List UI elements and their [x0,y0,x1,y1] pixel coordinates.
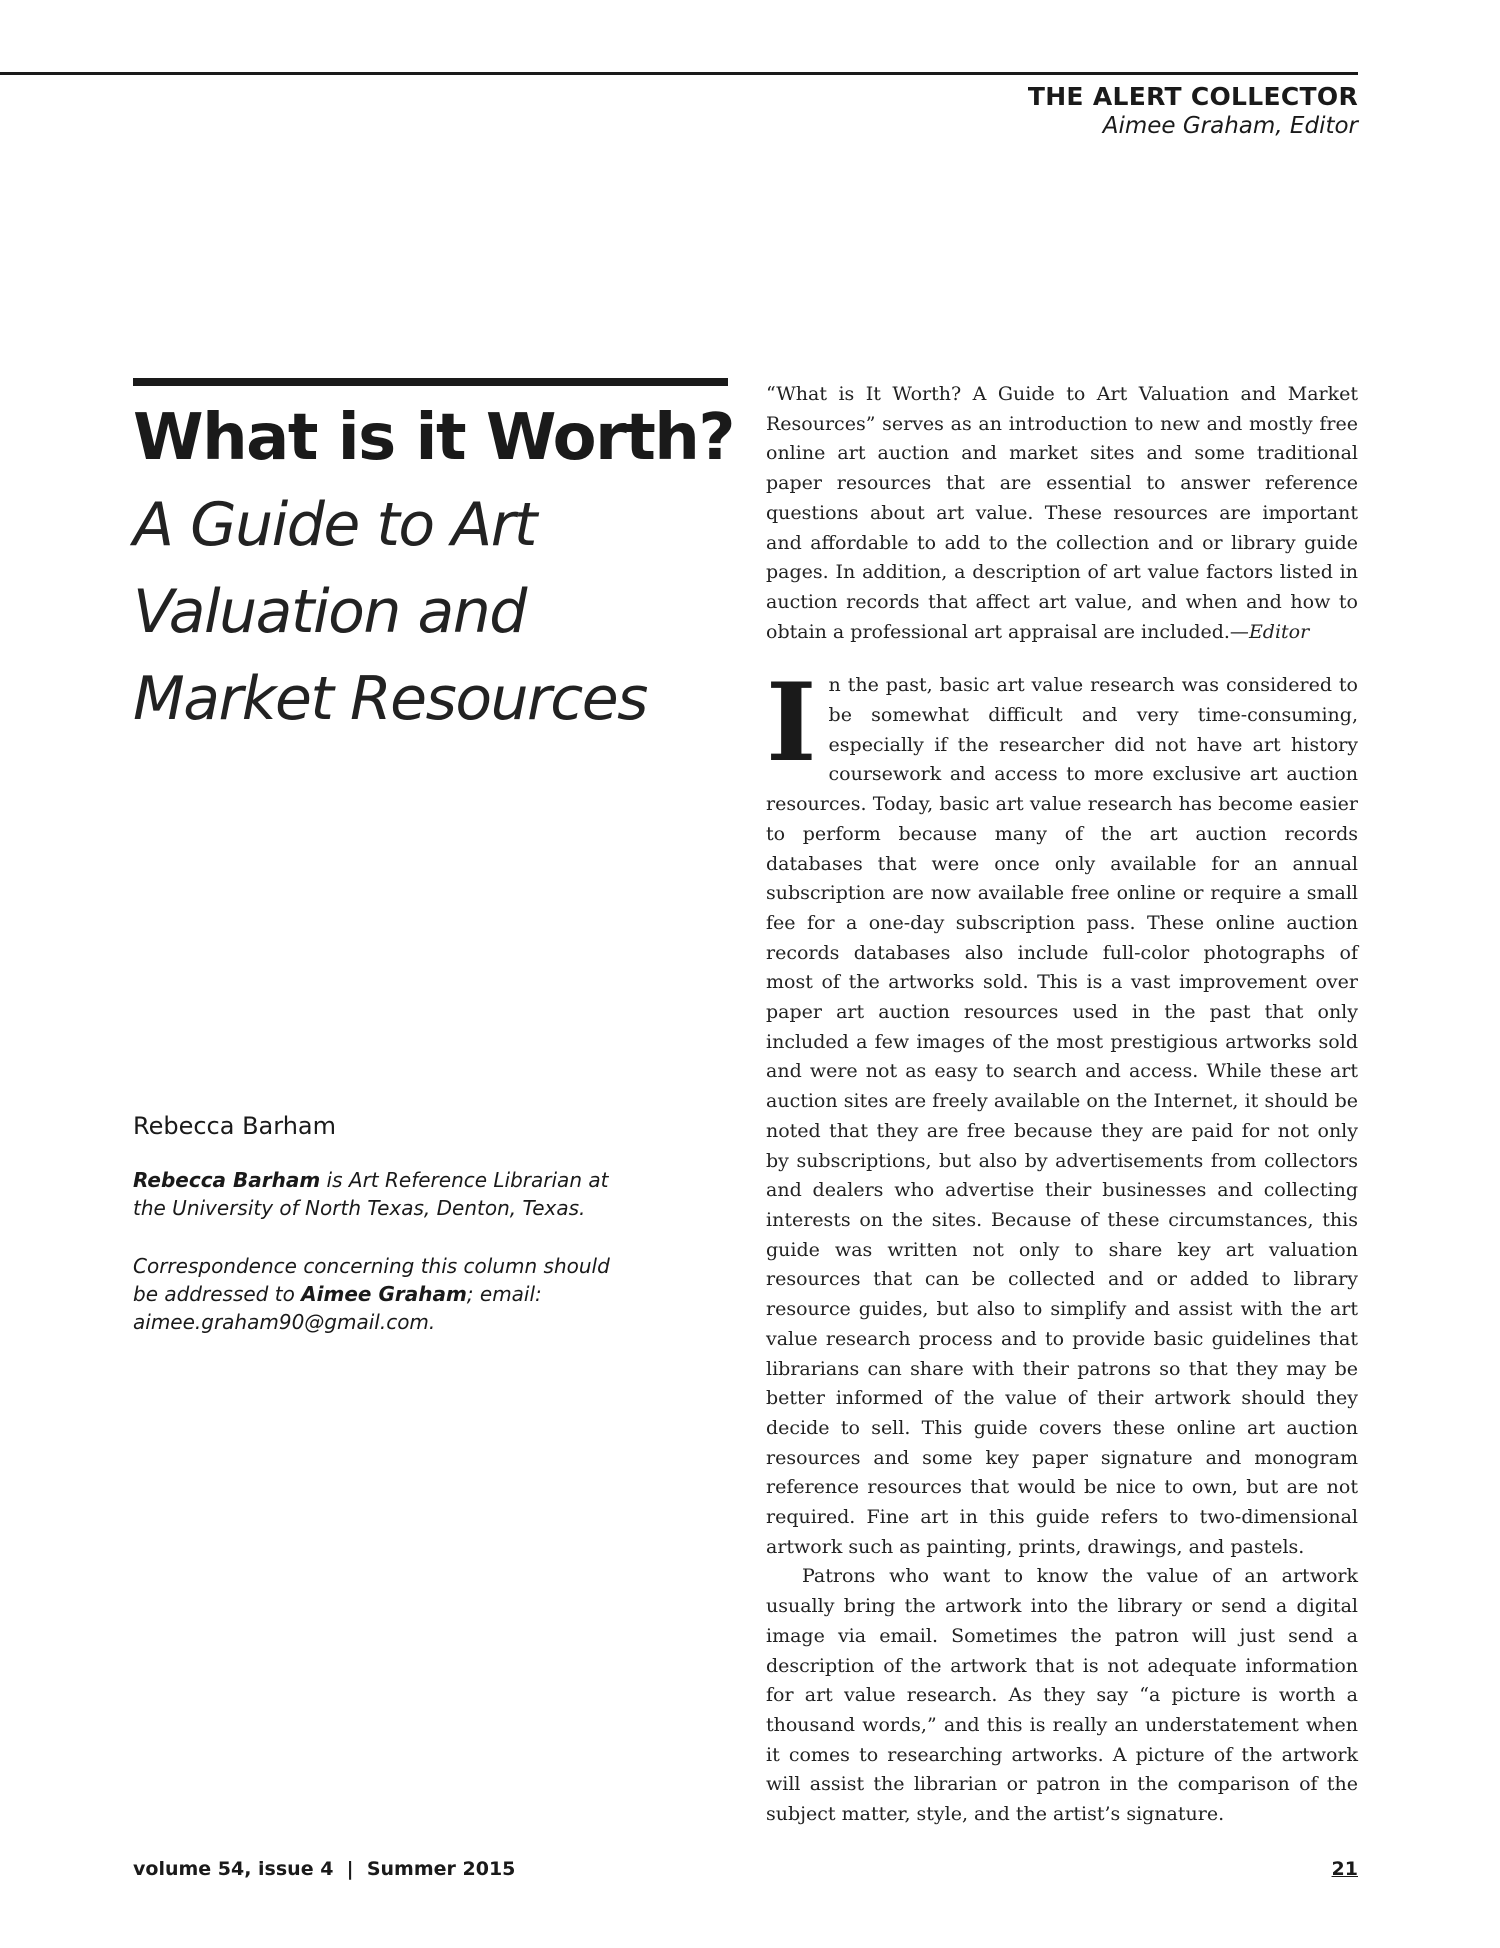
correspondence-note [133,1252,633,1336]
bio-name: Rebecca Barham [133,1168,321,1192]
page-number: 21 [1331,1858,1358,1880]
article-subtitle [133,482,728,743]
column-name: THE ALERT COLLECTOR [1027,82,1358,111]
intro-signoff: Editor [1248,620,1310,643]
body-text [766,660,1358,1829]
body-paragraph: Patrons who want to know the value of an artwork usually bring the artwork into the library or send a digital image via email. Sometimes the patron will just send a description of the artwork that is not adequate information for art value research. As they say “a picture is worth a thousand words,” and this is really an understatement when it comes to researching artworks. A picture of the artwork will assist the librarian or patron in the comparison of the subject matter, style, and the artist’s signature. [766,1565,1358,1826]
intro-text: “What is It Worth? A Guide to Art Valuation and Market Resources” serves as an introduction to new and mostly free online art auction and market sites and some traditional paper resources that are essential to answer reference questions about art value. These resources are important and affordable to add to the collection and or library guide pages. In addition, a description of art value factors listed in auction records that affect art value, and when and how to obtain a professional art appraisal are included.— [766,383,1358,643]
correspondence-email: ; email: aimee.graham90@gmail.com. [133,1282,542,1334]
correspondence-text: Correspondence concerning this column should be addressed to [133,1254,610,1306]
drop-cap: I [766,660,817,787]
subtitle-line: Market Resources [133,664,647,734]
editor-intro [766,380,1358,647]
subtitle-line: Valuation and [133,577,526,647]
bio-text: is Art Reference Librarian at the University of North Texas, Denton, Texas. [133,1168,609,1220]
issue-info: volume 54, issue 4 | Summer 2015 [133,1858,516,1880]
subtitle-line: A Guide to Art [133,490,536,560]
column-editor: Aimee Graham, Editor [1102,113,1358,139]
body-paragraph [766,660,1358,1562]
top-rule [0,72,1358,75]
author-block [133,1112,633,1336]
paragraph-text: n the past, basic art value research was considered to be somewhat difficult and very time-consuming, especially if the researcher did not have art history coursework and access to more exclusive art auction resources. Today, basic art value research has become easier to perform because many of the art auction records databases that were once only available for an annual subscription are now available free online or require a small fee for a one-day subscription pass. These online auction records databases also include full-color photographs of most of the artworks sold. This is a vast improvement over paper art auction resources used in the past that only included a few images of the most prestigious artworks sold and were not as easy to search and access. While these art auction sites are freely available on the Internet, it should be noted that they are free because they are paid for not only by subscriptions, but also by advertisements from collectors and dealers who advertise their businesses and collecting interests on the sites. Because of these circumstances, this guide was written not only to share key art valuation resources that can be collected and or added to library resource guides, but also to simplify and assist with the art value research process and to provide basic guidelines that librarians can share with their patrons so that they may be better informed of the value of their artwork should they decide to sell. This guide covers these online art auction resources and some key paper signature and monogram reference resources that would be nice to own, but are not required. Fine art in this guide refers to two-dimensional artwork such as painting, prints, drawings, and pastels. [766,674,1358,1558]
title-block [133,378,734,743]
article-title: What is it Worth? [133,401,734,475]
author-bio [133,1166,633,1222]
author-name: Rebecca Barham [133,1112,337,1140]
title-rule [133,378,728,386]
column-header [1028,82,1358,139]
correspondence-name: Aimee Graham [301,1282,467,1306]
article-body [766,380,1358,1830]
